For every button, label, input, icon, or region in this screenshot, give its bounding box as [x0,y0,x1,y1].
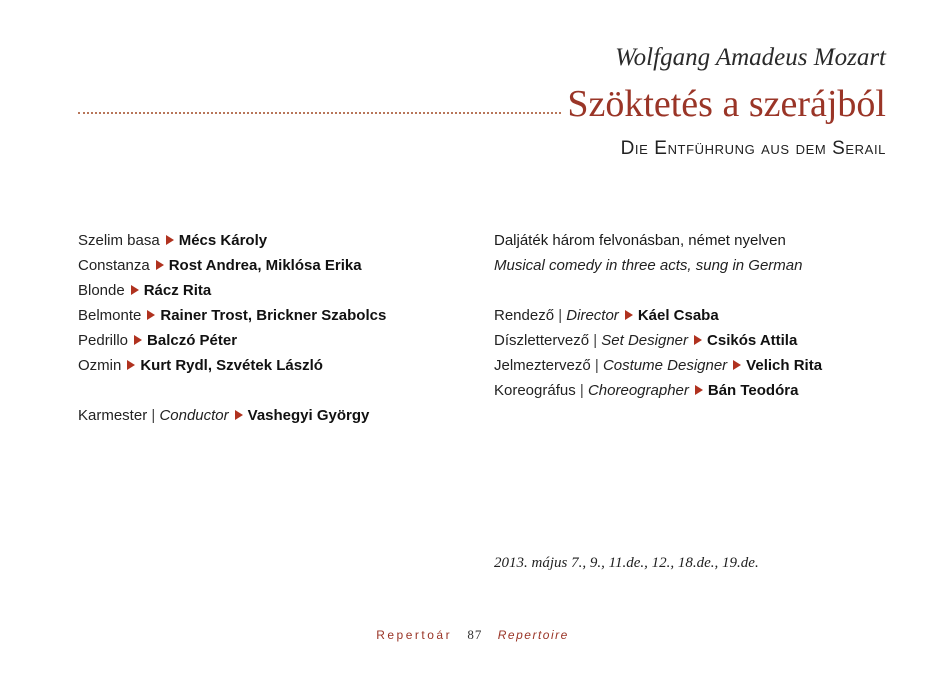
creative-role-hu: Rendező [494,307,555,324]
cast-line [78,303,478,328]
cast-name: Rost Andrea, Miklósa Erika [168,257,362,274]
arrow-icon [127,360,135,370]
creative-role-hu: Jelmeztervező [494,357,591,374]
description-en: Musical comedy in three acts, sung in German [494,257,803,274]
separator: | [558,307,563,324]
cast-role: Belmonte [78,307,142,324]
separator: | [151,407,156,424]
creative-role-hu: Koreográfus [494,382,576,399]
creative-role-hu: Díszlettervező [494,332,590,349]
creative-name: Káel Csaba [637,307,719,324]
creative-line [494,353,894,378]
cast-role: Constanza [78,257,150,274]
footer-label-en: Repertoire [497,628,569,642]
arrow-icon [625,310,633,320]
arrow-icon [156,260,164,270]
composer-name: Wolfgang Amadeus Mozart [615,44,886,71]
arrow-icon [235,410,243,420]
cast-role: Szelim basa [78,232,160,249]
opera-subtitle: Die Entführung aus dem Serail [620,138,886,159]
cast-line [78,278,478,303]
footer-label-hu: Repertoár [376,628,453,642]
cast-line [78,328,478,353]
cast-name: Rainer Trost, Brickner Szabolcs [160,307,387,324]
cast-name: Kurt Rydl, Szvétek László [140,357,323,374]
cast-name: Mécs Károly [178,232,268,249]
opera-title: Szöktetés a szerájból [567,83,886,125]
page-footer [0,627,945,643]
arrow-icon [147,310,155,320]
spacer [78,378,478,403]
spacer [494,278,894,303]
page-number: 87 [467,627,483,642]
arrow-icon [695,385,703,395]
cast-name: Balczó Péter [147,332,238,349]
description-hu: Daljáték három felvonásban, német nyelven [494,232,786,249]
cast-line [78,353,478,378]
cast-line [78,253,478,278]
arrow-icon [694,335,702,345]
cast-name: Rácz Rita [143,282,212,299]
arrow-icon [733,360,741,370]
performance-dates: 2013. május 7., 9., 11.de., 12., 18.de., 19.de. [494,555,759,571]
creative-line [494,303,894,328]
creative-line [494,378,894,403]
separator: | [579,382,584,399]
arrow-icon [131,285,139,295]
creative-role-en: Director [566,307,619,324]
cast-role: Ozmin [78,357,122,374]
title-row [78,77,886,123]
creative-role-en: Choreographer [587,382,689,399]
creative-line [494,328,894,353]
cast-column [78,228,478,428]
cast-line [78,228,478,253]
conductor-line [78,403,478,428]
conductor-name: Vashegyi György [247,407,370,424]
arrow-icon [134,335,142,345]
dotted-leader [78,112,561,114]
creative-role-en: Costume Designer [602,357,728,374]
cast-role: Blonde [78,282,125,299]
creative-name: Bán Teodóra [707,382,799,399]
cast-role: Pedrillo [78,332,129,349]
credits-column [494,228,894,403]
conductor-role-hu: Karmester [78,407,148,424]
arrow-icon [166,235,174,245]
creative-name: Velich Rita [746,357,823,374]
conductor-role-en: Conductor [159,407,229,424]
creative-name: Csikós Attila [707,332,798,349]
separator: | [594,357,599,374]
creative-role-en: Set Designer [601,332,689,349]
separator: | [593,332,598,349]
